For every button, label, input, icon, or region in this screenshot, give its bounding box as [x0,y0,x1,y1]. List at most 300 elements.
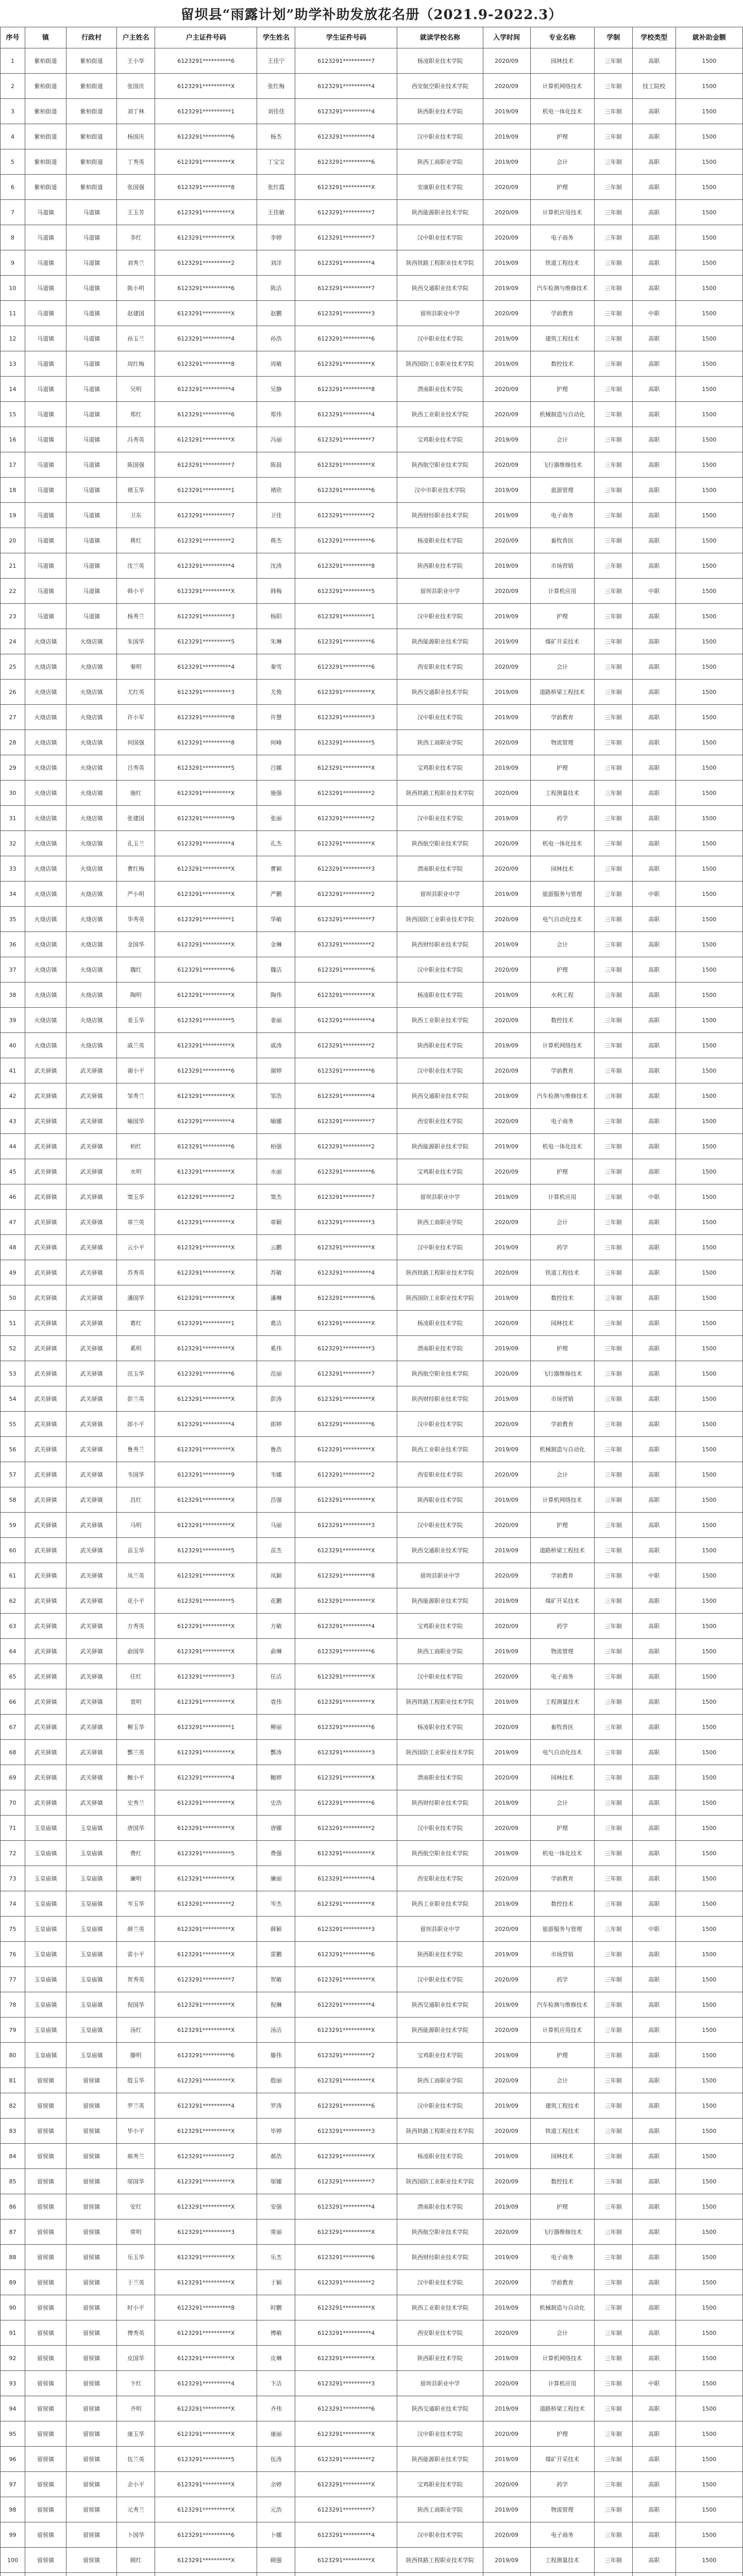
cell-school-type: 中职 [632,1917,676,1942]
cell-major: 护理 [530,175,594,200]
cell-householder-name: 郑红 [117,402,155,427]
cell-enroll-date: 2019/09 [483,1235,530,1260]
cell-school-type: 高职 [632,1967,676,1992]
cell-householder-id: 6123291**********4 [155,2371,257,2396]
cell-row-index: 31 [1,806,25,831]
cell-major: 护理 [530,2194,594,2219]
cell-householder-id: 6123291**********2 [155,528,257,553]
cell-row-index: 90 [1,2295,25,2320]
cell-householder-id: 6123291**********2 [155,2144,257,2169]
cell-enroll-date: 2020/09 [483,1917,530,1942]
cell-major: 机械制造与自动化 [530,402,594,427]
cell-amount: 1500 [676,1412,742,1437]
cell-student-name: 水丽 [257,1159,295,1184]
cell-student-name: 鲁浩 [257,1437,295,1462]
cell-student-name: 廉丽 [257,1866,295,1891]
cell-school-type: 高职 [632,1033,676,1058]
cell-duration: 三年制 [594,1664,632,1689]
cell-amount: 1500 [676,149,742,175]
cell-village: 武关驿镇 [66,1386,117,1412]
cell-school-name: 汉中职业技术学院 [397,2270,483,2295]
cell-village: 武关驿镇 [66,1588,117,1614]
table-row [1,1412,743,1437]
table-row [1,1563,743,1588]
cell-householder-name: 滕明 [117,2043,155,2068]
table-row [1,2295,743,2320]
cell-town: 武关驿镇 [25,1487,66,1513]
cell-row-index: 50 [1,1285,25,1311]
cell-row-index: 57 [1,1462,25,1487]
cell-village: 玉皇庙镇 [66,1866,117,1891]
cell-school-name: 汉中市职业技术学院 [397,478,483,503]
cell-householder-name: 酆兰英 [117,1740,155,1765]
cell-amount: 1500 [676,1816,742,1841]
cell-student-id: 6123291**********1 [295,604,397,629]
cell-householder-name: 韩小平 [117,579,155,604]
cell-village: 火烧店镇 [66,856,117,882]
cell-major: 电子商务 [530,2245,594,2270]
cell-major: 计算机应用技术 [530,200,594,225]
cell-student-name: 彭涛 [257,1386,295,1412]
cell-duration: 三年制 [594,175,632,200]
cell-student-name: 罗涛 [257,2093,295,2119]
cell-student-name: 郑伟 [257,402,295,427]
cell-row-index: 73 [1,1866,25,1891]
cell-town: 留侯镇 [25,2295,66,2320]
cell-householder-id: 6123291**********X [155,2169,257,2194]
table-row [1,2245,743,2270]
cell-school-name [397,2573,483,2576]
cell-row-index: 58 [1,1487,25,1513]
cell-householder-name: 蒋红 [117,528,155,553]
cell-student-id: 6123291**********X [295,2295,397,2320]
cell-major: 会计 [530,2320,594,2346]
cell-student-name: 邹浩 [257,1083,295,1109]
cell-village: 留侯镇 [66,2447,117,2472]
cell-school-type: 高职 [632,276,676,301]
cell-school-name: 陕西国防工业职业技术学院 [397,2169,483,2194]
cell-school-type: 高职 [632,932,676,957]
cell-duration: 三年制 [594,276,632,301]
cell-householder-id: 6123291**********X [155,1563,257,1588]
cell-householder-name: 吕秀英 [117,755,155,781]
cell-school-type: 高职 [632,2169,676,2194]
cell-enroll-date: 2019/09 [483,1790,530,1816]
cell-amount: 1500 [676,2421,742,2447]
cell-major: 计算机网络技术 [530,74,594,99]
cell-row-index: 13 [1,351,25,377]
cell-school-name: 西安航空职业技术学院 [397,74,483,99]
cell-school-type: 高职 [632,755,676,781]
cell-school-name: 陕西交通职业技术学院 [397,1083,483,1109]
cell-amount: 1500 [676,326,742,351]
cell-householder-id: 6123291**********8 [155,730,257,755]
cell-householder-id: 6123291**********X [155,882,257,907]
cell-enroll-date: 2020/09 [483,2068,530,2093]
cell-enroll-date: 2019/09 [483,1639,530,1664]
cell-duration: 三年制 [594,806,632,831]
cell-school-name: 陕西铁路工程职业技术学院 [397,2548,483,2573]
cell-duration: 三年制 [594,2219,632,2245]
cell-student-name: 花鹏 [257,1588,295,1614]
cell-householder-id: 6123291**********3 [155,604,257,629]
cell-householder-id: 6123291**********X [155,1740,257,1765]
cell-school-name: 汉中职业技术学院 [397,1513,483,1538]
cell-duration: 三年制 [594,2447,632,2472]
cell-student-name: 苏敏 [257,1260,295,1285]
cell-duration: 三年制 [594,1917,632,1942]
cell-town: 火烧店镇 [25,730,66,755]
cell-village: 马道镇 [66,377,117,402]
cell-householder-name: 葛红 [117,1311,155,1336]
cell-householder-id: 6123291**********X [155,1336,257,1361]
cell-enroll-date: 2019/09 [483,1487,530,1513]
cell-duration: 三年制 [594,2320,632,2346]
cell-householder-name: 卞红 [117,2371,155,2396]
cell-major: 会计 [530,654,594,680]
cell-town: 武关驿镇 [25,1538,66,1563]
cell-householder-id: 6123291**********2 [155,1184,257,1210]
cell-student-id: 6123291**********7 [295,1109,397,1134]
cell-row-index: 59 [1,1513,25,1538]
cell-major: 机械制造与自动化 [530,2295,594,2320]
cell-amount: 1500 [676,1311,742,1336]
cell-student-name: 周敏 [257,351,295,377]
cell-duration: 三年制 [594,503,632,528]
cell-student-name: 倪琳 [257,1992,295,2018]
cell-student-id: 6123291**********X [295,1765,397,1790]
cell-major: 电子商务 [530,1664,594,1689]
cell-householder-name: 水明 [117,1159,155,1184]
cell-duration: 三年制 [594,2068,632,2093]
cell-duration: 三年制 [594,2497,632,2522]
cell-student-name: 许慧 [257,705,295,730]
cell-householder-name: 奚明 [117,1336,155,1361]
cell-householder-id: 6123291**********X [155,1816,257,1841]
cell-student-id: 6123291**********4 [295,1008,397,1033]
cell-school-name: 渭南职业技术学院 [397,856,483,882]
cell-major: 护理 [530,2421,594,2447]
cell-school-name: 汉中职业技术学院 [397,1816,483,1841]
cell-householder-id: 6123291**********X [155,2068,257,2093]
cell-row-index: 11 [1,301,25,326]
cell-enroll-date: 2020/09 [483,907,530,932]
cell-row-index: 64 [1,1639,25,1664]
cell-student-name: 潘琳 [257,1285,295,1311]
cell-school-name: 陕西能源职业技术学院 [397,1588,483,1614]
cell-village: 火烧店镇 [66,755,117,781]
cell-householder-name: 彭兰英 [117,1386,155,1412]
table-row [1,2093,743,2119]
cell-duration: 三年制 [594,1235,632,1260]
cell-school-type: 高职 [632,1689,676,1715]
cell-major: 计算机网络技术 [530,1487,594,1513]
cell-row-index: 55 [1,1412,25,1437]
cell-town: 火烧店镇 [25,680,66,705]
cell-enroll-date: 2020/09 [483,579,530,604]
cell-major: 畜牧兽医 [530,528,594,553]
cell-householder-name: 尤红英 [117,680,155,705]
cell-village: 玉皇庙镇 [66,2018,117,2043]
cell-village: 玉皇庙镇 [66,1967,117,1992]
cell-enroll-date: 2019/09 [483,553,530,579]
cell-school-type: 高职 [632,957,676,982]
cell-village: 马道镇 [66,579,117,604]
cell-village: 火烧店镇 [66,932,117,957]
cell-enroll-date: 2020/09 [483,2219,530,2245]
cell-duration: 三年制 [594,402,632,427]
cell-village: 留侯镇 [66,2396,117,2421]
cell-village: 火烧店镇 [66,629,117,654]
cell-town: 马道镇 [25,326,66,351]
cell-householder-name: 姜玉华 [117,1008,155,1033]
cell-householder-id: 6123291**********4 [155,377,257,402]
cell-major: 汽车检测与维修技术 [530,1992,594,2018]
cell-enroll-date: 2020/09 [483,730,530,755]
cell-village: 武关驿镇 [66,1412,117,1437]
cell-duration: 三年制 [594,1285,632,1311]
cell-amount: 1500 [676,831,742,856]
cell-major: 计算机应用 [530,579,594,604]
cell-student-name: 康丽 [257,2421,295,2447]
cell-householder-id: 6123291**********4 [155,2093,257,2119]
cell-householder-id: 6123291**********5 [155,755,257,781]
cell-school-type: 高职 [632,326,676,351]
cell-row-index: 24 [1,629,25,654]
cell-student-name: 郝浩 [257,2144,295,2169]
cell-householder-name: 刘丁林 [117,99,155,124]
cell-duration: 三年制 [594,1184,632,1210]
cell-town: 紫柏街道 [25,175,66,200]
cell-enroll-date: 2020/09 [483,175,530,200]
cell-town: 留侯镇 [25,2119,66,2144]
cell-major: 数控技术 [530,1008,594,1033]
cell-amount: 1500 [676,2194,742,2219]
cell-student-id: 6123291**********8 [295,377,397,402]
cell-major: 药学 [530,1614,594,1639]
cell-student-id: 6123291**********6 [295,1412,397,1437]
cell-amount: 1500 [676,402,742,427]
cell-major: 机电一体化技术 [530,831,594,856]
table-row [1,276,743,301]
cell-major: 学前教育 [530,705,594,730]
cell-village: 玉皇庙镇 [66,2043,117,2068]
cell-town: 留侯镇 [25,2472,66,2497]
cell-duration: 三年制 [594,1260,632,1285]
cell-enroll-date: 2020/09 [483,1210,530,1235]
cell-duration: 三年制 [594,2169,632,2194]
cell-major: 道路桥梁工程技术 [530,680,594,705]
cell-student-id: 6123291**********2 [295,882,397,907]
cell-student-name: 郎婷 [257,1412,295,1437]
cell-student-id: 6123291**********7 [295,48,397,74]
cell-town: 武关驿镇 [25,1437,66,1462]
cell-school-type: 高职 [632,1462,676,1487]
cell-student-id: 6123291**********4 [295,2194,397,2219]
cell-row-index: 21 [1,553,25,579]
cell-householder-name: 鲍小平 [117,1765,155,1790]
cell-student-name: 顾强 [257,2548,295,2573]
cell-student-id: 6123291**********X [295,1437,397,1462]
cell-duration: 三年制 [594,1841,632,1866]
cell-amount: 1500 [676,1689,742,1715]
cell-village: 马道镇 [66,326,117,351]
cell-householder-id: 6123291**********5 [155,1841,257,1866]
cell-student-id: 6123291**********3 [295,856,397,882]
cell-row-index: 52 [1,1336,25,1361]
cell-town: 留侯镇 [25,2320,66,2346]
table-row [1,2043,743,2068]
cell-enroll-date: 2020/09 [483,1563,530,1588]
cell-duration: 三年制 [594,225,632,250]
table-row [1,402,743,427]
cell-school-name: 陕西职业技术学院 [397,2346,483,2371]
cell-householder-id: 6123291**********8 [155,705,257,730]
cell-row-index: 42 [1,1083,25,1109]
page-title: 留坝县“雨露计划”助学补助发放花名册（2021.9-2022.3） [180,7,563,23]
cell-village: 武关驿镇 [66,1538,117,1563]
cell-school-name: 杨凌职业技术学院 [397,528,483,553]
cell-school-type: 高职 [632,48,676,74]
cell-householder-name: 张国庆 [117,74,155,99]
cell-student-id: 6123291**********7 [295,200,397,225]
cell-school-type: 高职 [632,680,676,705]
table-row [1,1765,743,1790]
cell-amount: 1500 [676,2068,742,2093]
cell-householder-name: 皮国华 [117,2346,155,2371]
cell-duration: 三年制 [594,1614,632,1639]
table-row [1,149,743,175]
cell-row-index: 97 [1,2472,25,2497]
cell-student-id: 6123291**********4 [295,1083,397,1109]
cell-enroll-date: 2020/09 [483,1866,530,1891]
cell-enroll-date: 2020/09 [483,2320,530,2346]
cell-enroll-date: 2019/09 [483,1538,530,1563]
table-row [1,2573,743,2576]
cell-student-name: 陶伟 [257,982,295,1008]
cell-duration: 三年制 [594,1639,632,1664]
table-row [1,2421,743,2447]
cell-school-name: 渭南职业技术学院 [397,1765,483,1790]
table-row [1,1664,743,1689]
cell-enroll-date: 2020/09 [483,2522,530,2548]
cell-duration: 三年制 [594,1866,632,1891]
cell-village: 火烧店镇 [66,705,117,730]
cell-school-name: 陕西工业职业技术学院 [397,2295,483,2320]
cell-major: 机电一体化技术 [530,1134,594,1159]
cell-major: 畜牧兽医 [530,1715,594,1740]
cell-amount: 1500 [676,1210,742,1235]
cell-enroll-date: 2020/09 [483,1260,530,1285]
col-header-school: 就读学校名称 [397,27,483,48]
cell-school-type: 高职 [632,402,676,427]
cell-row-index: 9 [1,250,25,276]
cell-householder-id [155,2573,257,2576]
cell-householder-name: 章兰英 [117,1210,155,1235]
cell-town: 马道镇 [25,402,66,427]
cell-school-type: 高职 [632,452,676,478]
cell-amount: 1500 [676,1588,742,1614]
cell-school-type: 中职 [632,882,676,907]
cell-row-index: 53 [1,1361,25,1386]
cell-town: 留侯镇 [25,2371,66,2396]
cell-householder-name: 赵建国 [117,301,155,326]
table-row [1,957,743,982]
cell-major: 计算机网络技术 [530,1033,594,1058]
cell-householder-id: 6123291**********X [155,1033,257,1058]
cell-village: 马道镇 [66,478,117,503]
cell-school-type: 高职 [632,1412,676,1437]
cell-town: 马道镇 [25,553,66,579]
cell-student-id: 6123291**********X [295,1967,397,1992]
cell-town: 火烧店镇 [25,705,66,730]
cell-householder-id: 6123291**********X [155,1992,257,2018]
cell-householder-name: 云小平 [117,1235,155,1260]
cell-student-name: 张丽 [257,806,295,831]
cell-village: 紫柏街道 [66,99,117,124]
cell-major: 电子商务 [530,225,594,250]
cell-amount: 1500 [676,2093,742,2119]
cell-householder-id: 6123291**********X [155,781,257,806]
cell-student-name: 俞琳 [257,1639,295,1664]
cell-major: 工程测量技术 [530,2548,594,2573]
cell-school-name: 汉中职业技术学院 [397,1664,483,1689]
col-header-student-id: 学生证件号码 [295,27,397,48]
cell-amount: 1500 [676,604,742,629]
cell-student-name: 曹颖 [257,856,295,882]
table-row [1,2018,743,2043]
cell-village: 武关驿镇 [66,1765,117,1790]
cell-duration: 三年制 [594,351,632,377]
cell-school-name: 汉中职业技术学院 [397,1235,483,1260]
cell-village: 马道镇 [66,225,117,250]
cell-amount: 1500 [676,856,742,882]
cell-town: 紫柏街道 [25,124,66,149]
cell-student-id: 6123291**********2 [295,932,397,957]
cell-school-name: 陕西航空职业技术学院 [397,452,483,478]
cell-school-name: 西安职业技术学院 [397,1462,483,1487]
cell-row-index: 74 [1,1891,25,1917]
cell-duration: 三年制 [594,74,632,99]
cell-householder-name: 严小明 [117,882,155,907]
cell-householder-name: 丁秀英 [117,149,155,175]
cell-student-id: 6123291**********X [295,1841,397,1866]
cell-amount: 1500 [676,2245,742,2270]
cell-village: 火烧店镇 [66,781,117,806]
cell-school-type: 高职 [632,1134,676,1159]
cell-enroll-date: 2020/09 [483,1513,530,1538]
table-body [1,48,743,2576]
cell-student-id: 6123291**********3 [295,1740,397,1765]
cell-row-index: 45 [1,1159,25,1184]
cell-row-index: 95 [1,2421,25,2447]
cell-enroll-date: 2020/09 [483,1614,530,1639]
cell-householder-id: 6123291**********6 [155,2043,257,2068]
table-row [1,2169,743,2194]
table-row [1,604,743,629]
cell-householder-name: 范玉华 [117,1361,155,1386]
cell-school-name: 留坝县职业中学 [397,1563,483,1588]
cell-householder-id: 6123291**********5 [155,2447,257,2472]
cell-school-type: 高职 [632,654,676,680]
cell-school-name: 陕西工商职业学院 [397,2068,483,2093]
cell-town: 武关驿镇 [25,1260,66,1285]
cell-village: 马道镇 [66,200,117,225]
cell-school-type: 高职 [632,1790,676,1816]
cell-school-name: 陕西工业职业技术学院 [397,1891,483,1917]
cell-amount: 1500 [676,377,742,402]
table-row [1,1134,743,1159]
